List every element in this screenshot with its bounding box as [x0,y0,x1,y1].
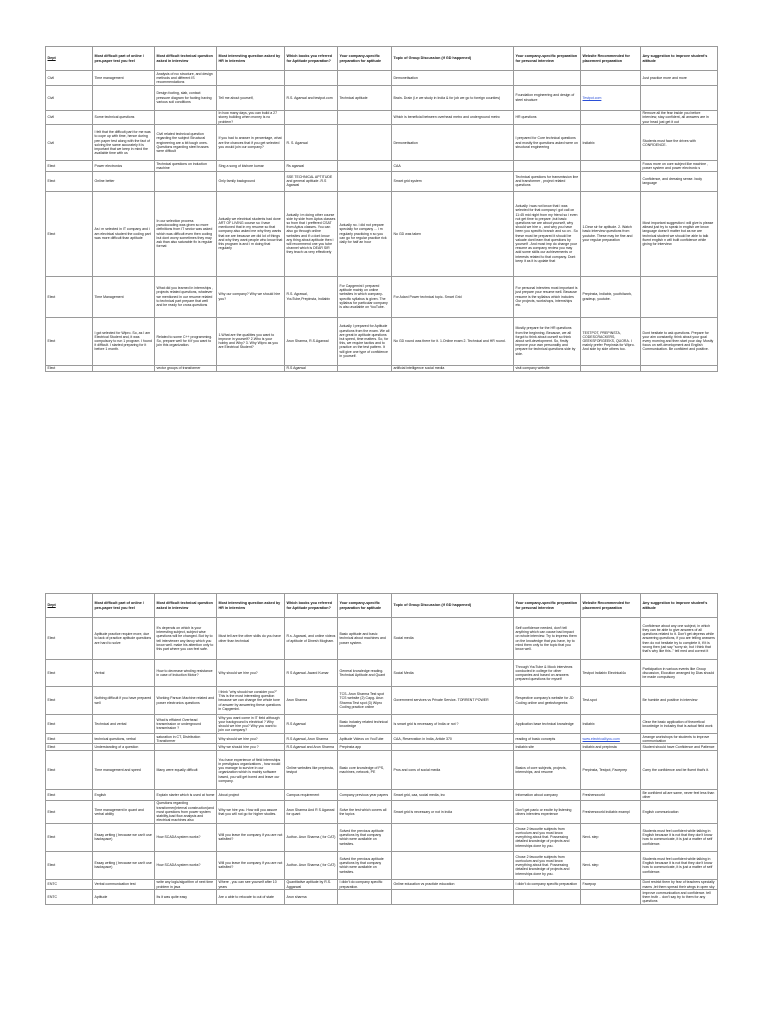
cell-difficult-test-part: I got selected for Wipro. So, as I am Electrical Student and, it was compulsory to run 1 program. I found it difficult. I started preparing for it before 1 month. [93,317,155,365]
cell-recommended-website: Testpot Indiabix Electrical4u [581,660,641,687]
cell-aptitude-books: R S Agarwal. Award Kumar [285,660,338,687]
cell-recommended-website [581,171,641,191]
column-header-company-aptitude-prep: Your company-specific preparation for aptitude [338,594,392,618]
cell-attitude-suggestion: English communication [641,800,718,823]
cell-recommended-website: 1.Dear sir for aptitude. 2. Watch basic interview questions from youtube. These may be fine and your regular preparation [581,191,641,276]
cell-attitude-suggestion [641,365,718,371]
cell-dept: Elect [46,171,93,191]
cell-interview-prep: Self confidence needed, don't tell anything which can cause bad impact on whole interview. Try to impress them on the knowledge that you have, try to mind them only to the topic that you know well. [514,618,581,660]
cell-hr-question: Sing a song of kishore kumar [217,161,285,171]
cell-technical-question: Technical questions on induction machine [155,161,217,171]
cell-attitude-suggestion [641,276,718,317]
table-row [46,276,718,317]
cell-attitude-suggestion: Confidence about any one subject, in which they can be able to give answers of all questions related to it. Don't get depress while answering questions, if you are telling answers then do not hesitate try to complete it, if it is wrong then just say "sorry sir, but i think that that's why like this.." tell med and correct it [641,618,718,660]
cell-aptitude-books [285,71,338,86]
cell-hr-question: Why we should hire you ? [217,744,285,751]
cell-company-aptitude-prep: Basic aptitude and basic technical about machines and power system. [338,618,392,660]
cell-difficult-test-part: I felt that the difficult part for me was to cope up with time, hence during pen paper test along with the fact of solving the same accurately it is important that we keep in mind the available time with us [93,125,155,161]
cell-aptitude-books: Author- Arun Sharma ( for CAT) [285,823,338,851]
cell-technical-question [155,171,217,191]
cell-difficult-test-part: Understanding of a question [93,744,155,751]
cell-interview-prep: Respective company's website for JD Coding online and geeksforgeeks [514,687,581,715]
cell-hr-question: Why we hire you. How will you assure that you will not go for higher studies. [217,800,285,823]
cell-attitude-suggestion: Be humble and positive in interview [641,687,718,715]
cell-difficult-test-part: Essay writing ( because we can't use backspace) [93,851,155,879]
cell-hr-question: Tell me about yourself, [217,85,285,110]
cell-company-aptitude-prep [338,890,392,905]
cell-difficult-test-part: As i m selected in IT company and i am electrical student the coding part was more difficult than aptitude [93,191,155,276]
cell-dept: Elect [46,751,93,790]
cell-interview-prep [514,890,581,905]
cell-gd-topic: No GD was taken [392,191,514,276]
cell-interview-prep: Foundation engineering and design of steel structure [514,85,581,110]
cell-interview-prep: For personal interview most important is just prepare your resume well. Because resume is the syllabus which includes Our projects, workshops, internships etc. [514,276,581,317]
cell-attitude-suggestion: Participation in various events like Group discussion, Elocution arranged by Dias should be made compulsory [641,660,718,687]
cell-difficult-test-part: Aptitude [93,890,155,905]
cell-interview-prep: Chose 2 favourite subjects from curriculum and you must know everything about that. Possessing detailed knowledge of projects and internships done by you. [514,851,581,879]
cell-recommended-website: Freshersworld [581,790,641,800]
cell-difficult-test-part: Time management [93,71,155,86]
cell-dept: Elect [46,161,93,171]
cell-company-aptitude-prep: Prepinsta app [338,744,392,751]
table-row [46,317,718,365]
cell-attitude-suggestion: Students must feel confident while talking in English because it is not that they don't know how to communicate, it is just a matter of self confidence. [641,823,718,851]
cell-interview-prep: reading of basic concepts [514,734,581,744]
cell-attitude-suggestion: Improve communication and confidence. tell them truth .. don't say try to them for any questions [641,890,718,905]
cell-company-aptitude-prep: Actually no. i did not prepare specially for company ... i m regularly practicing n so you can go for regular practice rick daily for half an hour [338,191,392,276]
cell-interview-prep: Mostly prepare for the HR questions from the beginning. Because, we all forgot to think about ourself so think about self-development. So, firstly improve your own personality and prepare for technical questions side by side. [514,317,581,365]
table-row [46,879,718,889]
cell-interview-prep: Through YouTube & Mock interviews conducted in college for other companies and based on answers prepared questions for myself [514,660,581,687]
cell-technical-question: How SCADA system works? [155,851,217,879]
cell-aptitude-books: R.S Agarwal, Arun Sharma [285,734,338,744]
table-row [46,125,718,161]
cell-hr-question: Why you want come in IT field although your background is electrical ? Why should we hire you? Why you want to join our company? [217,715,285,734]
cell-difficult-test-part: Technical and verbal [93,715,155,734]
cell-hr-question: Actually we electrical students had done ART OF LIVING course so i have mentioned that in my resume so that company also asked me why they wants that we are because we did lot of things and why they want people who know that this program is and i m doing that regularly [217,191,285,276]
column-header-interview-prep: Your company-specific preparation for personal interview [514,594,581,618]
cell-hr-question: Will you leave the company if you are not satisfied? [217,851,285,879]
cell-recommended-website [581,618,641,660]
cell-hr-question: You have experience of field internships in prestigious organizations , how would you manage to survive in our organization which is mainly software based, you will get bored and leave our company. [217,751,285,790]
cell-technical-question: Civil related technical question regarding the subject Structural engineering are a bit tough ones. Questions regarding steel trusses were difficult [155,125,217,161]
cell-dept: Elect [46,715,93,734]
cell-dept: Elect [46,365,93,371]
cell-technical-question: write any logic/algorithm of next time problem in java [155,879,217,889]
cell-attitude-suggestion: Student should have Confidence and Patience [641,744,718,751]
header-row [46,594,718,618]
cell-aptitude-books: Online websites like prepinsta, testpot [285,751,338,790]
table-row [46,800,718,823]
cell-attitude-suggestion: Students must feel confident while talking in English because it is not that they don't know how to communicate, it is just a matter of self confidence. [641,851,718,879]
table-row [46,110,718,125]
cell-technical-question [155,744,217,751]
cell-interview-prep: Don't get panic or excite by listening others interview experience [514,800,581,823]
cell-technical-question: Analysis of rcc structure, and design methods and different IS recommendations [155,71,217,86]
cell-technical-question: How to decrease winding resistance in case of Induction Motor? [155,660,217,687]
cell-recommended-website: Indiabix [581,715,641,734]
cell-dept: Elect [46,687,93,715]
column-header-gd-topic: Topic of Group Discussion (if GD happened) [392,47,514,71]
cell-company-aptitude-prep: Actually I prepared for Aptitude questions from the exam. We all are great in aptitude questions but speed, time matters. So, for this, we require tactics and to practice on the test pattern. It will give one type of confidence in yourself. [338,317,392,365]
cell-aptitude-books: R.s. Agarwal, and online videos of aptitude of Dinesh Mogham. [285,618,338,660]
cell-hr-question: Only family background [217,171,285,191]
cell-company-aptitude-prep: Solve the test which covers all the topics [338,800,392,823]
cell-gd-topic: Brain- Drain (i.e we study in India & for job we go to foreign counties) [392,85,514,110]
cell-interview-prep: Actually i was not know that i was selected for that company i got call on 11:45 mid night from my friend so i even not get time to prepare ,but basic questions we are about yourself, why should we hire u , and why you have been you specific branch and so on . So these must be prepared it should be valuate dont learn that questions by yourself . And most imp do change your resume as company review you may add some skills our achievements or interests related to that company. Dont keep it as it is update that [514,191,581,276]
cell-difficult-test-part: Power electronics [93,161,155,171]
column-header-dept: Dept [46,47,93,71]
cell-technical-question: Related to some C++ programming. So, prepare well for it if you want to join this organization. [155,317,217,365]
cell-aptitude-books: SSE TECHNICAL APTITUDE and general aptitude -R.S Agarwal [285,171,338,191]
placement-feedback-table-1 [45,46,718,372]
table-row [46,851,718,879]
cell-interview-prep: Information about company [514,790,581,800]
cell-gd-topic: Pros and cons of social media [392,751,514,790]
cell-recommended-website: Next- step [581,823,641,851]
cell-interview-prep: I prepared for Core technical questions and mostly the questions asked were on structural engineering [514,125,581,161]
cell-interview-prep: Basics of core subjects, projects, internships, and resume [514,751,581,790]
cell-technical-question: Design footing, slab, contact pressure diagram for footing having various soil conditions [155,85,217,110]
column-header-gd-topic: Topic of Group Discussion (if GD happened) [392,594,514,618]
table-row [46,751,718,790]
cell-company-aptitude-prep: Solved the previous aptitude questions by that company which were available on websites. [338,851,392,879]
cell-aptitude-books: Campus requirement [285,790,338,800]
cell-aptitude-books: R.S Agarwal [285,715,338,734]
cell-attitude-suggestion: Clear the basic application of theoretical knowledge in industry that is actual field work [641,715,718,734]
cell-company-aptitude-prep: Basic industry related technical knowledge [338,715,392,734]
cell-interview-prep [514,71,581,86]
cell-dept: Elect [46,618,93,660]
cell-recommended-website: Prepinsta, Testpot, Faceprep [581,751,641,790]
cell-dept: ENTC [46,890,93,905]
column-header-recommended-website: Website Recommended for placement preparation [581,47,641,71]
cell-attitude-suggestion: Students must face the drives with CONFIDENCE. [641,125,718,161]
cell-technical-question: Working Parson Machine related and power electronics questions [155,687,217,715]
cell-recommended-website [581,365,641,371]
column-header-difficult-test-part: Most difficult part of online / pen-paper test you feel [93,47,155,71]
column-header-technical-question: Most difficult technical question asked in interview [155,594,217,618]
cell-dept: Civil [46,71,93,86]
table-row [46,71,718,86]
cell-gd-topic [392,744,514,751]
cell-gd-topic: For Adani Power technical topic- Smart Grid [392,276,514,317]
column-header-dept: Dept [46,594,93,618]
cell-gd-topic: Smart grid, caa, social media, inc [392,790,514,800]
cell-attitude-suggestion: Dont hesitate to ask questions. Prepare for your aim constantly, think about your goal every morning and then start your day. Mostly focus on self-development and English Communication. Be confident and positive. [641,317,718,365]
cell-gd-topic: Which is beneficial between overhead metro and underground metro [392,110,514,125]
column-header-difficult-test-part: Most difficult part of online / pen-paper test you feel [93,594,155,618]
cell-technical-question: What is efficient Overhead transmission or underground transmission ? [155,715,217,734]
cell-aptitude-books: R.S. Agarwal and testpot.com [285,85,338,110]
table-row [46,171,718,191]
cell-attitude-suggestion: Focus more on core subject like machine , power system and power electronic s [641,161,718,171]
cell-aptitude-books: Arun sharma [285,890,338,905]
table-row [46,715,718,734]
cell-company-aptitude-prep: Company previous year papers [338,790,392,800]
cell-hr-question: If you had to answer in percentage, what are the chances that if you get selected you would join our company? [217,125,285,161]
cell-hr-question: Must tell are the other skills do you have other than technical [217,618,285,660]
cell-attitude-suggestion: Just practice more and more [641,71,718,86]
cell-aptitude-books: R.S Agarwal [285,365,338,371]
placement-feedback-table-2 [45,593,718,905]
cell-dept: ENTC [46,879,93,889]
cell-aptitude-books: Rs agarwal [285,161,338,171]
cell-company-aptitude-prep: Aptitude Videos on YouTube [338,734,392,744]
cell-interview-prep [514,161,581,171]
table-row [46,365,718,371]
cell-company-aptitude-prep [338,365,392,371]
cell-difficult-test-part: Verbal [93,660,155,687]
cell-aptitude-books: R.S Agarwal and Arun Sharma [285,744,338,751]
cell-hr-question [217,71,285,86]
cell-technical-question: saturation in CT, Distribution Transformer [155,734,217,744]
cell-hr-question: Why should we hire you? [217,734,285,744]
header-row [46,47,718,71]
cell-aptitude-books: Arun Sharma, R.S.Agarwal [285,317,338,365]
cell-difficult-test-part: Nothing difficult if you have prepared well [93,687,155,715]
cell-gd-topic: artificial intelligence social media [392,365,514,371]
cell-recommended-website[interactable]: Testpot.com [581,85,641,110]
cell-technical-question: What did you learned in internships , projects related questions, whatever we mentioned in our resume related to technical part prepare that well and be ready for cross questions [155,276,217,317]
cell-aptitude-books: R. S. Agarwal [285,125,338,161]
cell-dept: Elect [46,734,93,744]
cell-difficult-test-part: technical questions, verbal [93,734,155,744]
cell-difficult-test-part: Aptitude practice require more, due to lack of practice aptitude questions are hard to solve [93,618,155,660]
cell-attitude-suggestion: Most important suggestion i will give is please atleast just try to speak in english we know language doesn't matter but as we are technical student we should be able to talk fluent english n will built confidence while giving for interview. [641,191,718,276]
cell-company-aptitude-prep: Basic core knowledge of PS, machines, network, PE [338,751,392,790]
cell-dept: Elect [46,800,93,823]
cell-company-aptitude-prep: General knowledge reading. Technical Aptitude and Quant [338,660,392,687]
cell-difficult-test-part: Some technical questions [93,110,155,125]
table-row [46,890,718,905]
column-header-recommended-website: Website Recommended for placement preparation [581,594,641,618]
column-header-interview-prep: Your company-specific preparation for personal interview [514,47,581,71]
cell-interview-prep: Application base technical knowledge [514,715,581,734]
cell-interview-prep: HR questions [514,110,581,125]
cell-aptitude-books [285,110,338,125]
cell-company-aptitude-prep [338,125,392,161]
table-row [46,687,718,715]
cell-aptitude-books: Arun Sharma [285,687,338,715]
cell-recommended-website: Indiabix and prepinsta [581,744,641,751]
cell-dept: Elect [46,276,93,317]
cell-gd-topic: Social media [392,618,514,660]
cell-gd-topic: Smart grid is necessary or not in india [392,800,514,823]
cell-dept: Civil [46,125,93,161]
column-header-attitude-suggestion: Any suggestion to improve student's attitude [641,47,718,71]
cell-technical-question: It's depends on which is your interesting subject, subject wise questions will be changed. But try to tell interviewer any fancy which you know well. make his attention only to this part where you can feel safe. [155,618,217,660]
cell-attitude-suggestion: Dont restrict them by fear of teachers specially mams ,let them spread their wings in open sky [641,879,718,889]
cell-difficult-test-part: Verbal communication test [93,879,155,889]
cell-difficult-test-part: Time Management [93,276,155,317]
cell-recommended-website [581,110,641,125]
column-header-aptitude-books: Which books you referred for Aptitude preparation? [285,594,338,618]
cell-difficult-test-part [93,85,155,110]
cell-technical-question: Many were equally difficult [155,751,217,790]
cell-gd-topic: Demonetisation [392,125,514,161]
cell-technical-question: vector groups of transformer [155,365,217,371]
cell-gd-topic: Online education vs practicle education [392,879,514,889]
cell-gd-topic: Demonetisation [392,71,514,86]
cell-hr-question: Why our company? Why we should hire you? [217,276,285,317]
cell-gd-topic [392,851,514,879]
cell-technical-question: Its it was quite easy [155,890,217,905]
table-row [46,161,718,171]
cell-recommended-website[interactable]: www.electrical4you.com [581,734,641,744]
cell-difficult-test-part: English [93,790,155,800]
cell-company-aptitude-prep: Solved the previous aptitude questions by that company which were available on websites. [338,823,392,851]
cell-recommended-website [581,71,641,86]
table-row [46,734,718,744]
cell-gd-topic: Is smart grid is necessary of India or not ? [392,715,514,734]
cell-gd-topic [392,823,514,851]
cell-interview-prep: Technical questions for transmission line and transformer , project related questions [514,171,581,191]
cell-dept: Civil [46,85,93,110]
cell-hr-question: Where , you can see yourself after 10 years [217,879,285,889]
cell-technical-question: Explain starter which is used at home [155,790,217,800]
table-row [46,823,718,851]
cell-gd-topic: CAA [392,161,514,171]
cell-difficult-test-part: Online better [93,171,155,191]
cell-dept: Elect [46,744,93,751]
column-header-technical-question: Most difficult technical question asked in interview [155,47,217,71]
cell-company-aptitude-prep [338,161,392,171]
cell-interview-prep: visit company website [514,365,581,371]
cell-attitude-suggestion [641,85,718,110]
cell-interview-prep: I didn't do company specific preparation [514,879,581,889]
cell-technical-question: How SCADA system works? [155,823,217,851]
cell-attitude-suggestion: Remove all the fear inside you before interview, stay confident, all answers are in your head just get it out [641,110,718,125]
cell-aptitude-books: R.S. Agrawal, YouTube,Prepinsta, Indiabix [285,276,338,317]
cell-gd-topic: No GD round was there for it. 1.Online exam 2. Technical and HR round. [392,317,514,365]
cell-aptitude-books: Quantitative aptitude by R.S. Aggarwal [285,879,338,889]
cell-gd-topic: Smart grid system [392,171,514,191]
cell-aptitude-books: Actually i m doing other course side by side from Aptus classes so from that i preffered CSAT from Aptus classes. You can also go through online websites and if u dont know any thing about aptitude then i will recommend one you tube channel which is DEAR SIR they teach us very effectively [285,191,338,276]
cell-technical-question: In our selection process pseudocoding was given so more definitions from IT sector was asked which was difficult even then coding but dont worry sometimes they may ask than also saturable fix is regular format [155,191,217,276]
cell-dept: Elect [46,790,93,800]
cell-technical-question [155,110,217,125]
cell-hr-question: I think "why should we consider you?" This is the most interesting question because we can change the whole tone of answer by answering these questions in Capgemini. [217,687,285,715]
column-header-hr-question: Most interesting question asked by HR in interview [217,594,285,618]
column-header-attitude-suggestion: Any suggestion to improve student's attitude [641,594,718,618]
table-row [46,790,718,800]
cell-recommended-website [581,161,641,171]
cell-dept: Elect [46,660,93,687]
cell-company-aptitude-prep: For Capgemini I prepared aptitude mainly on online websites in which company-specific syllabus is given. The syllabus for particular company is also available on YouTube. [338,276,392,317]
cell-hr-question: About project [217,790,285,800]
cell-attitude-suggestion: Confidence, and dressing sense. body language [641,171,718,191]
cell-recommended-website: Prepinsta, Indiabix, youth4work, gradeup, youtube. [581,276,641,317]
cell-hr-question: Why should we hire you? [217,660,285,687]
cell-recommended-website: Test-spot [581,687,641,715]
cell-gd-topic: CAA, Reservation in India, Article 370 [392,734,514,744]
cell-company-aptitude-prep: I didn't do company specific preparation. [338,879,392,889]
cell-company-aptitude-prep [338,110,392,125]
cell-difficult-test-part: Time management in quant and verbal ability [93,800,155,823]
table-row [46,618,718,660]
cell-hr-question: Will you leave the company if you are not satisfied? [217,823,285,851]
cell-difficult-test-part: Essay writing ( because we can't use backspace) [93,823,155,851]
cell-attitude-suggestion: Arrange workshops for students to improve communication [641,734,718,744]
cell-technical-question: Questions regarding transformer(internal construction)and most questions from power system stability,load flow analysis and electrical machines also [155,800,217,823]
cell-difficult-test-part: Time management and speed [93,751,155,790]
cell-hr-question: 1.What are the qualities you want to improve in yourself? 2.Who is your hobby and Why? 3. Why Wipro as you are Electrical Student? [217,317,285,365]
column-header-hr-question: Most interesting question asked by HR in interview [217,47,285,71]
cell-aptitude-books: Arun Sharma And R S Agarwal for quant [285,800,338,823]
table-row [46,660,718,687]
cell-gd-topic: Social Media [392,660,514,687]
cell-recommended-website: TESTPOT, PREPINSTA, CODESCRACKERS, GEEKSFORGEEKS, QUORA. I mainly prefer Prepinsta for Wipro. And side by side others too. [581,317,641,365]
cell-interview-prep: Chose 2 favourite subjects from curriculum and you must know everything about that. Possessing detailed knowledge of projects and internships done by you. [514,823,581,851]
cell-dept: Elect [46,191,93,276]
cell-hr-question: In how many days, you can build a 27 storey building when money is no problem? [217,110,285,125]
table-row [46,191,718,276]
table-row [46,85,718,110]
cell-company-aptitude-prep: Technical aptitude [338,85,392,110]
cell-difficult-test-part [93,365,155,371]
cell-recommended-website: Freshersworld indiabix exampl [581,800,641,823]
cell-hr-question [217,365,285,371]
table-row [46,744,718,751]
cell-dept: Civil [46,110,93,125]
cell-recommended-website: Next- step [581,851,641,879]
cell-gd-topic: Government services vs Private Service- TORRENT POWER [392,687,514,715]
cell-aptitude-books: Author- Arun Sharma ( for CAT) [285,851,338,879]
column-header-aptitude-books: Which books you referred for Aptitude preparation? [285,47,338,71]
cell-recommended-website: Indiabix [581,125,641,161]
cell-recommended-website: Facepop [581,879,641,889]
cell-company-aptitude-prep [338,71,392,86]
cell-dept: Elect [46,823,93,851]
cell-gd-topic [392,890,514,905]
cell-recommended-website [581,890,641,905]
cell-attitude-suggestion: Be confident all are same, never feel less than other [641,790,718,800]
cell-dept: Elect [46,317,93,365]
cell-interview-prep: Indiabix site [514,744,581,751]
cell-dept: Elect [46,851,93,879]
column-header-company-aptitude-prep: Your company-specific preparation for aptitude [338,47,392,71]
cell-company-aptitude-prep [338,171,392,191]
cell-company-aptitude-prep: TCS- Arun Sharma Test spot TCS website (2) Capg- Arun Sharma Test spot (3) Wipro Coding practice online [338,687,392,715]
cell-hr-question: Are u able to relocate to out of state [217,890,285,905]
cell-attitude-suggestion: Carry the confidence and be fluent that's it. [641,751,718,790]
